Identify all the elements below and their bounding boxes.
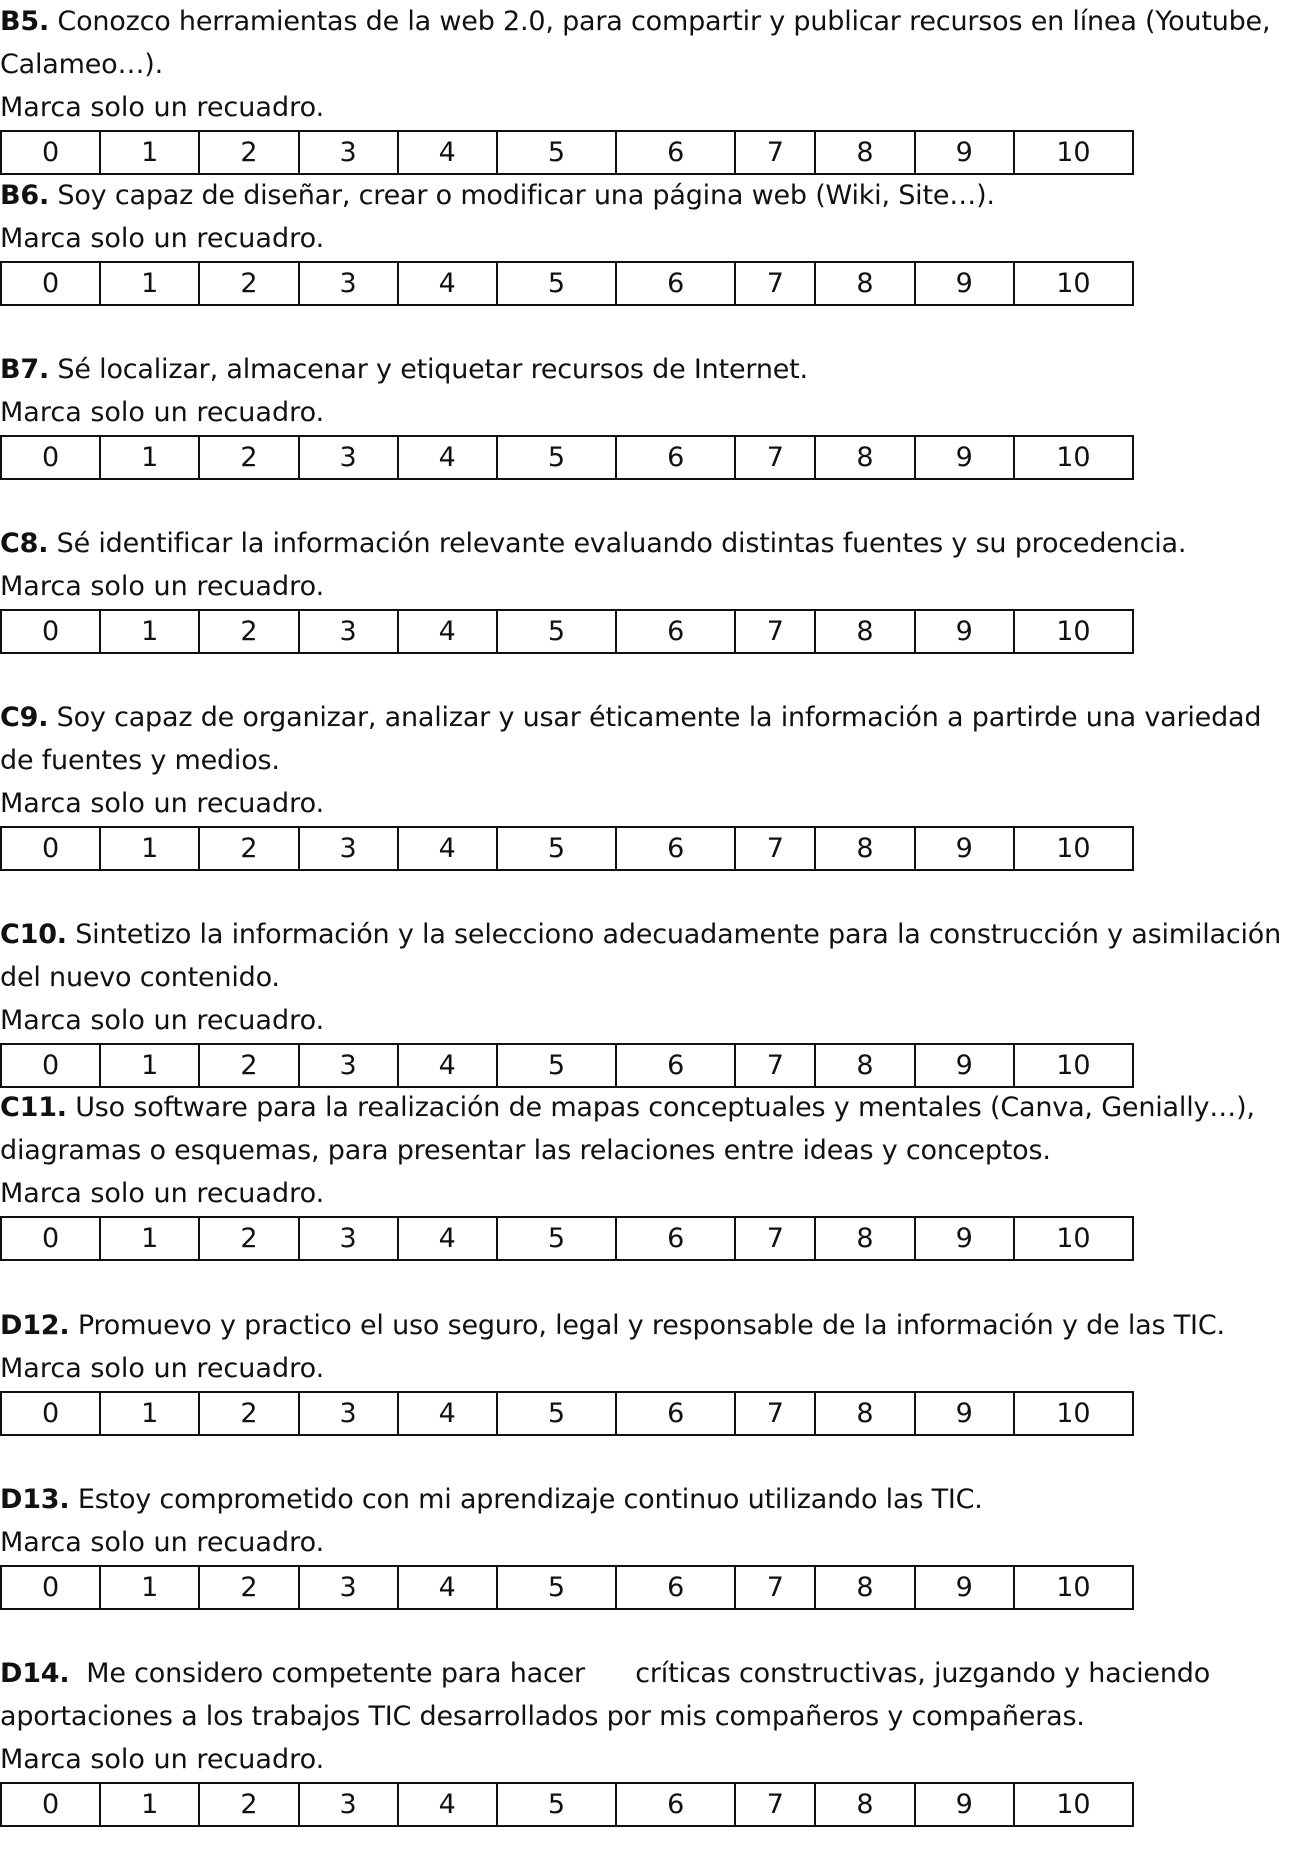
rating-option[interactable]: 0 xyxy=(1,1783,100,1826)
rating-option[interactable]: 7 xyxy=(735,610,815,653)
rating-option[interactable]: 2 xyxy=(199,436,298,479)
rating-option[interactable]: 6 xyxy=(616,436,735,479)
rating-option[interactable]: 0 xyxy=(1,262,100,305)
question-text xyxy=(0,1652,1299,1738)
instruction-text: Marca solo un recuadro. xyxy=(0,571,325,602)
rating-row xyxy=(1,1392,1133,1435)
rating-option[interactable]: 2 xyxy=(199,827,298,870)
question-text xyxy=(0,522,1299,565)
rating-scale xyxy=(0,130,1134,175)
question-block xyxy=(0,522,1299,654)
rating-option[interactable]: 7 xyxy=(735,436,815,479)
rating-option[interactable]: 0 xyxy=(1,1392,100,1435)
rating-option[interactable]: 4 xyxy=(398,827,497,870)
rating-option[interactable]: 6 xyxy=(616,1783,735,1826)
question-text xyxy=(0,348,1299,391)
rating-option[interactable]: 8 xyxy=(815,1044,914,1087)
rating-option[interactable]: 1 xyxy=(100,131,199,174)
rating-option[interactable]: 9 xyxy=(915,610,1014,653)
rating-option[interactable]: 3 xyxy=(299,436,398,479)
rating-row xyxy=(1,1566,1133,1609)
rating-option[interactable]: 5 xyxy=(497,1044,616,1087)
question-text xyxy=(0,913,1299,999)
rating-row xyxy=(1,1044,1133,1087)
question-text xyxy=(0,696,1299,782)
rating-option[interactable]: 10 xyxy=(1014,262,1133,305)
rating-option[interactable]: 2 xyxy=(199,1566,298,1609)
rating-option[interactable]: 6 xyxy=(616,610,735,653)
rating-option[interactable]: 5 xyxy=(497,1392,616,1435)
rating-row xyxy=(1,1783,1133,1826)
question-text xyxy=(0,1086,1299,1172)
question-statement: Me considero competente para hacer críticas constructivas, juzgando y haciendo aportaciones a los trabajos TIC desarrollados por mis compañeros y compañeras. xyxy=(0,1658,1219,1732)
rating-option[interactable]: 7 xyxy=(735,1392,815,1435)
rating-option[interactable]: 4 xyxy=(398,1783,497,1826)
rating-option[interactable]: 2 xyxy=(199,1392,298,1435)
question-block xyxy=(0,1652,1299,1827)
instruction-text: Marca solo un recuadro. xyxy=(0,1178,325,1209)
question-statement: Estoy comprometido con mi aprendizaje continuo utilizando las TIC. xyxy=(69,1484,983,1515)
rating-option[interactable]: 8 xyxy=(815,1392,914,1435)
rating-option[interactable]: 9 xyxy=(915,1392,1014,1435)
rating-option[interactable]: 7 xyxy=(735,1217,815,1260)
rating-option[interactable]: 9 xyxy=(915,1217,1014,1260)
rating-option[interactable]: 2 xyxy=(199,1217,298,1260)
rating-option[interactable]: 8 xyxy=(815,827,914,870)
rating-option[interactable]: 10 xyxy=(1014,610,1133,653)
instruction-text: Marca solo un recuadro. xyxy=(0,92,325,123)
question-code: C10. xyxy=(0,919,67,950)
rating-option[interactable]: 5 xyxy=(497,827,616,870)
rating-option[interactable]: 3 xyxy=(299,610,398,653)
rating-option[interactable]: 1 xyxy=(100,436,199,479)
rating-option[interactable]: 2 xyxy=(199,1044,298,1087)
instruction-text: Marca solo un recuadro. xyxy=(0,788,325,819)
rating-option[interactable]: 5 xyxy=(497,610,616,653)
instruction-text: Marca solo un recuadro. xyxy=(0,397,325,428)
question-code: C9. xyxy=(0,702,49,733)
rating-option[interactable]: 7 xyxy=(735,262,815,305)
rating-option[interactable]: 9 xyxy=(915,436,1014,479)
rating-option[interactable]: 1 xyxy=(100,1392,199,1435)
rating-option[interactable]: 1 xyxy=(100,1783,199,1826)
rating-option[interactable]: 0 xyxy=(1,827,100,870)
rating-option[interactable]: 4 xyxy=(398,1044,497,1087)
rating-scale xyxy=(0,435,1134,480)
question-block xyxy=(0,1086,1299,1261)
rating-option[interactable]: 5 xyxy=(497,131,616,174)
rating-option[interactable]: 1 xyxy=(100,1566,199,1609)
rating-option[interactable]: 3 xyxy=(299,131,398,174)
instruction-text: Marca solo un recuadro. xyxy=(0,223,325,254)
rating-option[interactable]: 5 xyxy=(497,436,616,479)
question-block xyxy=(0,174,1299,306)
question-statement: Sé identificar la información relevante evaluando distintas fuentes y su procedencia. xyxy=(48,528,1187,559)
rating-option[interactable]: 1 xyxy=(100,262,199,305)
rating-scale xyxy=(0,1565,1134,1610)
rating-option[interactable]: 9 xyxy=(915,131,1014,174)
rating-option[interactable]: 7 xyxy=(735,827,815,870)
question-code: C11. xyxy=(0,1092,67,1123)
rating-option[interactable]: 4 xyxy=(398,1392,497,1435)
rating-option[interactable]: 2 xyxy=(199,131,298,174)
rating-row xyxy=(1,262,1133,305)
rating-option[interactable]: 6 xyxy=(616,1217,735,1260)
rating-option[interactable]: 1 xyxy=(100,1217,199,1260)
rating-option[interactable]: 6 xyxy=(616,827,735,870)
rating-option[interactable]: 9 xyxy=(915,262,1014,305)
rating-option[interactable]: 8 xyxy=(815,610,914,653)
rating-option[interactable]: 0 xyxy=(1,1044,100,1087)
rating-option[interactable]: 10 xyxy=(1014,436,1133,479)
instruction-text: Marca solo un recuadro. xyxy=(0,1005,325,1036)
question-statement: Uso software para la realización de mapas conceptuales y mentales (Canva, Genially…), diagramas o esquemas, para presentar las relaciones entre ideas y conceptos. xyxy=(0,1092,1264,1166)
rating-row xyxy=(1,1217,1133,1260)
rating-option[interactable]: 0 xyxy=(1,1566,100,1609)
rating-option[interactable]: 4 xyxy=(398,436,497,479)
rating-option[interactable]: 10 xyxy=(1014,1044,1133,1087)
rating-option[interactable]: 6 xyxy=(616,131,735,174)
rating-option[interactable]: 7 xyxy=(735,1566,815,1609)
rating-option[interactable]: 10 xyxy=(1014,827,1133,870)
instruction-text: Marca solo un recuadro. xyxy=(0,1353,325,1384)
rating-scale xyxy=(0,1216,1134,1261)
rating-option[interactable]: 6 xyxy=(616,262,735,305)
rating-option[interactable]: 10 xyxy=(1014,131,1133,174)
rating-option[interactable]: 2 xyxy=(199,1783,298,1826)
rating-scale xyxy=(0,1782,1134,1827)
rating-row xyxy=(1,610,1133,653)
question-block xyxy=(0,348,1299,480)
question-code: C8. xyxy=(0,528,49,559)
rating-option[interactable]: 8 xyxy=(815,436,914,479)
rating-option[interactable]: 0 xyxy=(1,436,100,479)
question-code: B6. xyxy=(0,180,50,211)
rating-option[interactable]: 8 xyxy=(815,131,914,174)
rating-option[interactable]: 10 xyxy=(1014,1392,1133,1435)
rating-option[interactable]: 3 xyxy=(299,262,398,305)
rating-option[interactable]: 4 xyxy=(398,131,497,174)
rating-option[interactable]: 4 xyxy=(398,262,497,305)
question-block xyxy=(0,696,1299,871)
question-code: D14. xyxy=(0,1658,70,1689)
rating-option[interactable]: 6 xyxy=(616,1392,735,1435)
question-statement: Conozco herramientas de la web 2.0, para compartir y publicar recursos en línea (Youtube, Calameo…). xyxy=(0,6,1279,80)
rating-option[interactable]: 7 xyxy=(735,1783,815,1826)
rating-option[interactable]: 3 xyxy=(299,1783,398,1826)
rating-option[interactable]: 1 xyxy=(100,1044,199,1087)
rating-option[interactable]: 3 xyxy=(299,1392,398,1435)
rating-option[interactable]: 0 xyxy=(1,1217,100,1260)
rating-option[interactable]: 3 xyxy=(299,1566,398,1609)
instruction-text: Marca solo un recuadro. xyxy=(0,1744,325,1775)
question-statement: Soy capaz de organizar, analizar y usar éticamente la información a partirde una variedad de fuentes y medios. xyxy=(0,702,1270,776)
rating-option[interactable]: 9 xyxy=(915,1783,1014,1826)
question-text xyxy=(0,1478,1299,1521)
question-code: D13. xyxy=(0,1484,70,1515)
rating-row xyxy=(1,436,1133,479)
rating-option[interactable]: 0 xyxy=(1,610,100,653)
rating-option[interactable]: 6 xyxy=(616,1566,735,1609)
rating-option[interactable]: 0 xyxy=(1,131,100,174)
question-statement: Sintetizo la información y la selecciono adecuadamente para la construcción y asimilación del nuevo contenido. xyxy=(0,919,1290,993)
rating-option[interactable]: 5 xyxy=(497,1566,616,1609)
rating-option[interactable]: 10 xyxy=(1014,1566,1133,1609)
rating-scale xyxy=(0,609,1134,654)
rating-option[interactable]: 9 xyxy=(915,1044,1014,1087)
rating-option[interactable]: 4 xyxy=(398,1566,497,1609)
rating-option[interactable]: 1 xyxy=(100,827,199,870)
rating-option[interactable]: 8 xyxy=(815,1566,914,1609)
rating-option[interactable]: 10 xyxy=(1014,1783,1133,1826)
question-code: B5. xyxy=(0,6,50,37)
question-statement: Soy capaz de diseñar, crear o modificar una página web (Wiki, Site…). xyxy=(49,180,995,211)
rating-option[interactable]: 9 xyxy=(915,827,1014,870)
rating-option[interactable]: 8 xyxy=(815,262,914,305)
rating-option[interactable]: 5 xyxy=(497,1217,616,1260)
rating-option[interactable]: 8 xyxy=(815,1217,914,1260)
question-text xyxy=(0,0,1299,86)
rating-scale xyxy=(0,826,1134,871)
rating-option[interactable]: 8 xyxy=(815,1783,914,1826)
rating-option[interactable]: 3 xyxy=(299,1044,398,1087)
rating-option[interactable]: 10 xyxy=(1014,1217,1133,1260)
rating-option[interactable]: 2 xyxy=(199,262,298,305)
question-block xyxy=(0,0,1299,175)
rating-option[interactable]: 3 xyxy=(299,1217,398,1260)
question-code: B7. xyxy=(0,354,50,385)
rating-scale xyxy=(0,1043,1134,1088)
rating-option[interactable]: 9 xyxy=(915,1566,1014,1609)
rating-option[interactable]: 5 xyxy=(497,1783,616,1826)
question-statement: Promuevo y practico el uso seguro, legal y responsable de la información y de las TIC. xyxy=(69,1310,1225,1341)
rating-option[interactable]: 2 xyxy=(199,610,298,653)
question-block xyxy=(0,1304,1299,1436)
question-block xyxy=(0,1478,1299,1610)
rating-scale xyxy=(0,1391,1134,1436)
rating-option[interactable]: 7 xyxy=(735,1044,815,1087)
rating-option[interactable]: 3 xyxy=(299,827,398,870)
rating-option[interactable]: 5 xyxy=(497,262,616,305)
rating-option[interactable]: 1 xyxy=(100,610,199,653)
rating-option[interactable]: 4 xyxy=(398,610,497,653)
instruction-text: Marca solo un recuadro. xyxy=(0,1527,325,1558)
question-statement: Sé localizar, almacenar y etiquetar recursos de Internet. xyxy=(49,354,808,385)
rating-scale xyxy=(0,261,1134,306)
question-code: D12. xyxy=(0,1310,70,1341)
rating-row xyxy=(1,131,1133,174)
question-block xyxy=(0,913,1299,1088)
rating-option[interactable]: 4 xyxy=(398,1217,497,1260)
question-text xyxy=(0,174,1299,217)
rating-row xyxy=(1,827,1133,870)
question-text xyxy=(0,1304,1299,1347)
rating-option[interactable]: 6 xyxy=(616,1044,735,1087)
rating-option[interactable]: 7 xyxy=(735,131,815,174)
